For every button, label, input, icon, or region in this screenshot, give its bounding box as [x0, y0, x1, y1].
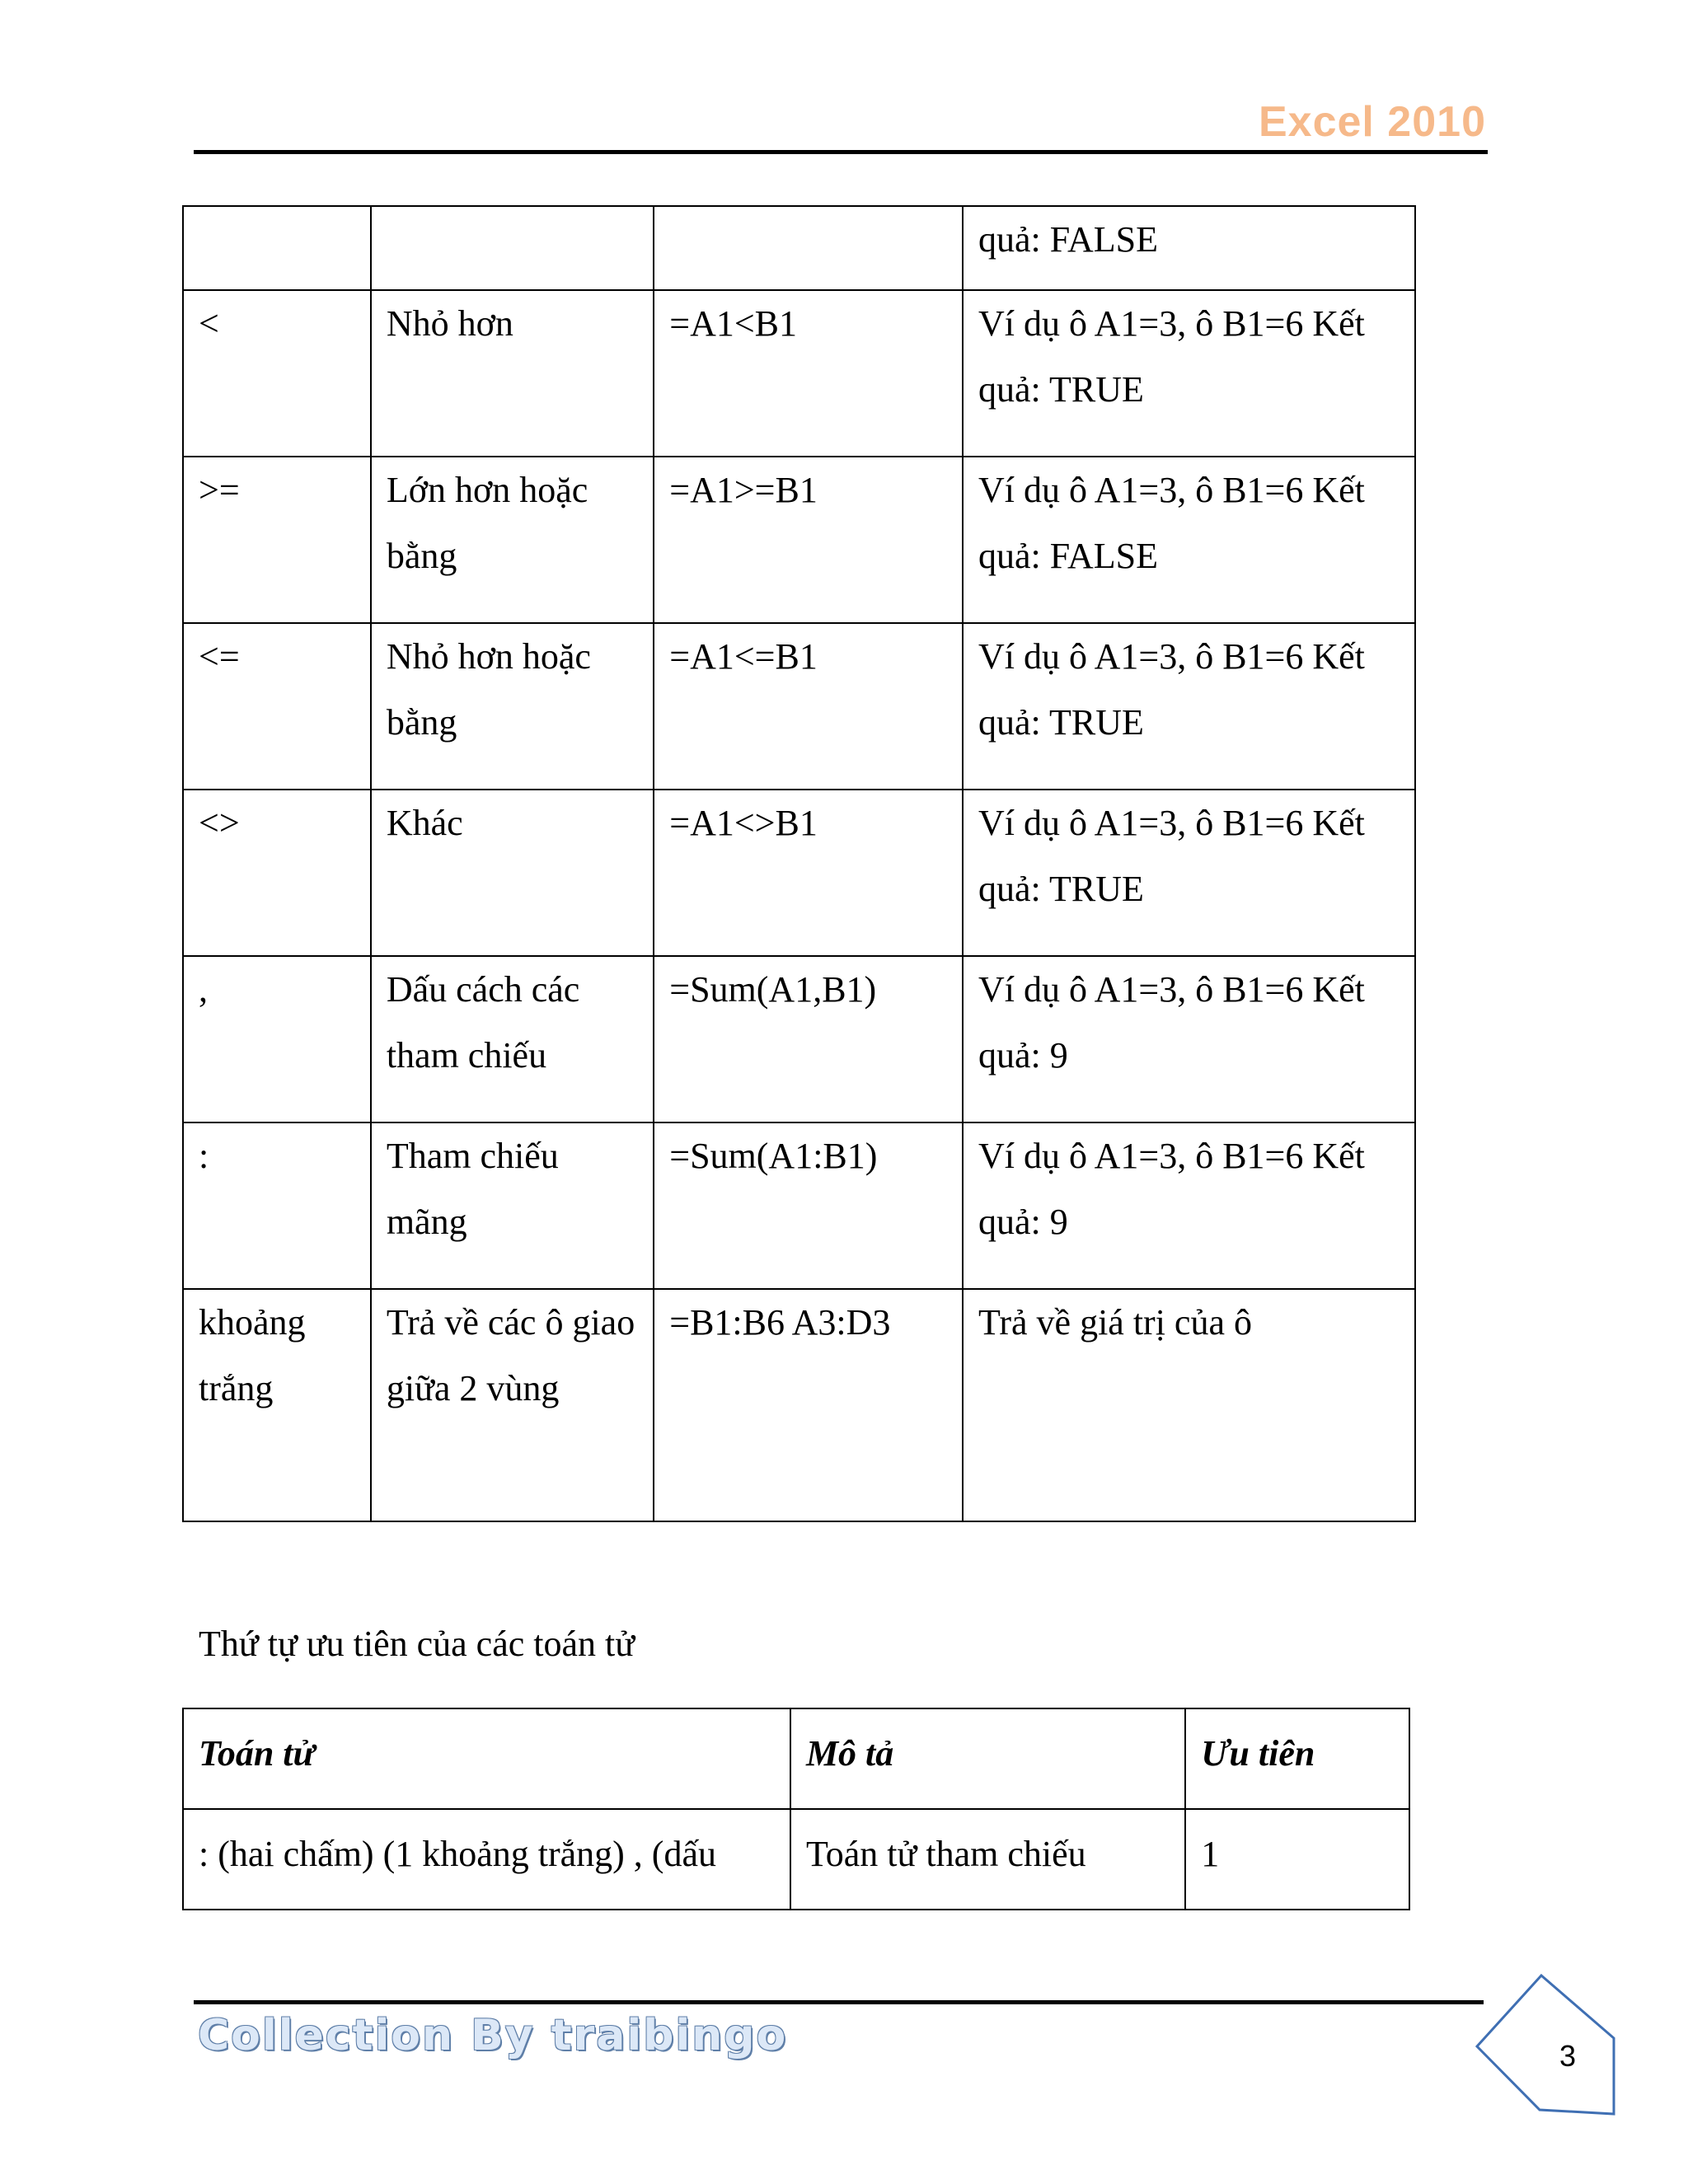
- table-row: [183, 623, 1415, 790]
- table-cell: <: [183, 290, 371, 457]
- precedence-table: [182, 1708, 1410, 1910]
- table-row: [183, 206, 1415, 290]
- table-cell: Khác: [371, 790, 654, 956]
- table-cell: Nhỏ hơn: [371, 290, 654, 457]
- page-number: 3: [1559, 2039, 1577, 2073]
- table-cell: >=: [183, 457, 371, 623]
- table-cell: <=: [183, 623, 371, 790]
- table-cell: =A1<=B1: [654, 623, 963, 790]
- table-row: [183, 956, 1415, 1122]
- footer-credit: Collection By traibingo: [198, 2011, 788, 2060]
- table-cell: Trả về giá trị của ô: [963, 1289, 1415, 1521]
- table-cell: =A1>=B1: [654, 457, 963, 623]
- table-header-row: [183, 1708, 1409, 1809]
- footer-rule: [194, 2000, 1484, 2004]
- table-cell: [654, 206, 963, 290]
- table-cell: Ví dụ ô A1=3, ô B1=6 Kết quả: TRUE: [963, 790, 1415, 956]
- column-header: Mô tả: [790, 1708, 1185, 1809]
- table-row: [183, 790, 1415, 956]
- table-cell: 1: [1185, 1809, 1409, 1910]
- table-cell: Nhỏ hơn hoặc bằng: [371, 623, 654, 790]
- table-row: [183, 1289, 1415, 1521]
- table-cell: Toán tử tham chiếu: [790, 1809, 1185, 1910]
- table-cell: Trả về các ô giao giữa 2 vùng: [371, 1289, 654, 1521]
- column-header: Toán tử: [183, 1708, 790, 1809]
- table-cell: ,: [183, 956, 371, 1122]
- table-row: [183, 290, 1415, 457]
- table-cell: : (hai chấm) (1 khoảng trắng) , (dấu: [183, 1809, 790, 1910]
- table-row: [183, 457, 1415, 623]
- table-cell: Lớn hơn hoặc bằng: [371, 457, 654, 623]
- table-cell: Ví dụ ô A1=3, ô B1=6 Kết quả: 9: [963, 1122, 1415, 1289]
- table-cell: =Sum(A1:B1): [654, 1122, 963, 1289]
- table-cell: =B1:B6 A3:D3: [654, 1289, 963, 1521]
- table-cell: Tham chiếu mãng: [371, 1122, 654, 1289]
- table-row: [183, 1809, 1409, 1910]
- section-title: Thứ tự ưu tiên của các toán tử: [199, 1624, 635, 1664]
- table-cell: [371, 206, 654, 290]
- table-cell: [183, 206, 371, 290]
- table-row: [183, 1122, 1415, 1289]
- header-rule: [194, 150, 1488, 154]
- table-cell: <>: [183, 790, 371, 956]
- table-cell: Ví dụ ô A1=3, ô B1=6 Kết quả: TRUE: [963, 290, 1415, 457]
- operators-table: [182, 205, 1416, 1522]
- table-cell: =A1<>B1: [654, 790, 963, 956]
- page-badge-icon: [1475, 1974, 1624, 2122]
- table-cell: Ví dụ ô A1=3, ô B1=6 Kết quả: FALSE: [963, 457, 1415, 623]
- table-cell: quả: FALSE: [963, 206, 1415, 290]
- table-cell: =A1<B1: [654, 290, 963, 457]
- table-cell: :: [183, 1122, 371, 1289]
- table-cell: =Sum(A1,B1): [654, 956, 963, 1122]
- table-cell: Dấu cách các tham chiếu: [371, 956, 654, 1122]
- table-cell: khoảng trắng: [183, 1289, 371, 1521]
- table-cell: Ví dụ ô A1=3, ô B1=6 Kết quả: 9: [963, 956, 1415, 1122]
- header-title: Excel 2010: [1258, 98, 1486, 146]
- column-header: Ưu tiên: [1185, 1708, 1409, 1809]
- table-cell: Ví dụ ô A1=3, ô B1=6 Kết quả: TRUE: [963, 623, 1415, 790]
